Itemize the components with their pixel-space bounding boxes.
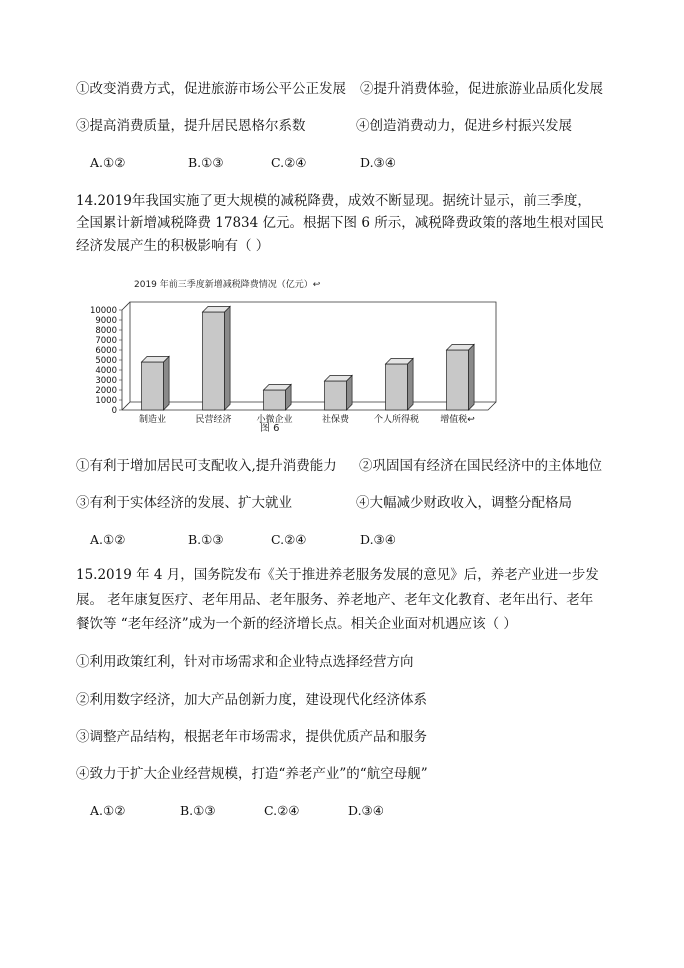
bar-side <box>468 344 474 410</box>
x-category-label: 社保费 <box>321 415 350 425</box>
y-tick-label: 10000 <box>89 306 117 316</box>
q14-choice-c: C.②④ <box>271 532 307 547</box>
x-category-label: 民营经济 <box>195 415 232 425</box>
q15-choice-c: C.②④ <box>264 803 300 818</box>
bar-front <box>203 312 225 410</box>
q14-option-2: ②巩固国有经济在国民经济中的主体地位 <box>359 458 602 474</box>
chart-back-wall <box>122 302 496 410</box>
bar-side <box>224 306 230 410</box>
x-category-label: 小微企业 <box>256 415 293 425</box>
q14-option-3: ③有利于实体经济的发展、扩大就业 <box>76 495 292 511</box>
chart-plot-area <box>90 302 496 425</box>
q15-stem-line-1: 15.2019 年 4 月，国务院发布《关于推进养老服务发展的意见》后，养老产业进一步发 <box>76 567 599 583</box>
q15-option-2: ②利用数字经济，加大产品创新力度，建设现代化经济体系 <box>76 692 427 708</box>
q15-stem-line-3: 餐饮等 “老年经济”成为一个新的经济增长点。相关企业面对机遇应该（ ） <box>76 616 517 632</box>
q14-option-1: ①有利于增加居民可支配收入,提升消费能力 <box>76 458 337 474</box>
q14-option-4: ④大幅减少财政收入，调整分配格局 <box>356 495 572 511</box>
y-tick-label: 8000 <box>95 326 117 336</box>
chart-axis-corner <box>122 302 130 310</box>
q14-stem-line-3: 经济发展产生的积极影响有（ ） <box>76 238 270 254</box>
bar-front <box>386 364 408 410</box>
q13-choice-b: B.①③ <box>188 155 224 170</box>
q14-choice-b: B.①③ <box>188 532 224 547</box>
q15-stem-line-2: 展。 老年康复医疗、老年用品、老年服务、养老地产、老年文化教育、老年出行、老年 <box>76 592 594 608</box>
q15-choice-a: A.①② <box>90 803 126 818</box>
x-category-label: 个人所得税 <box>373 415 420 425</box>
y-tick-label: 0 <box>111 406 117 416</box>
y-tick-label: 4000 <box>95 366 117 376</box>
chart-caption: 图 6 <box>260 423 280 434</box>
bar-front <box>447 350 469 410</box>
q14-stem-line-2: 全国累计新增减税降费 17834 亿元。根据下图 6 所示，减税降费政策的落地生根对国民 <box>76 215 604 231</box>
q13-option-2: ②提升消费体验，促进旅游业品质化发展 <box>360 81 603 97</box>
y-tick-label: 7000 <box>95 336 117 346</box>
q13-option-3: ③提高消费质量，提升居民恩格尔系数 <box>76 118 306 134</box>
y-tick-label: 6000 <box>95 346 117 356</box>
bar-front <box>325 381 347 410</box>
x-category-label: 制造业 <box>138 415 167 425</box>
chart-x-axis <box>122 402 496 410</box>
q15-choice-b: B.①③ <box>180 803 216 818</box>
q15-option-3: ③调整产品结构，根据老年市场需求，提供优质产品和服务 <box>76 729 427 745</box>
q13-option-4: ④创造消费动力，促进乡村振兴发展 <box>356 118 572 134</box>
q15-choice-d: D.③④ <box>348 803 384 818</box>
q15-option-4: ④致力于扩大企业经营规模，打造“养老产业”的“航空母舰” <box>76 766 428 782</box>
bar-side <box>163 356 169 410</box>
bar-front <box>264 390 286 410</box>
y-tick-label: 2000 <box>95 386 117 396</box>
bar-side <box>407 358 413 410</box>
y-tick-label: 3000 <box>95 376 117 386</box>
chart-title: 2019 年前三季度新增减税降费情况（亿元）↩ <box>134 280 321 290</box>
q15-option-1: ①利用政策红利，针对市场需求和企业特点选择经营方向 <box>76 654 414 670</box>
x-category-label: 增值税↩ <box>440 415 475 425</box>
q13-choice-c: C.②④ <box>271 155 307 170</box>
y-tick-label: 5000 <box>95 356 117 366</box>
bar-front <box>142 362 164 410</box>
tax-cut-bar-chart <box>64 276 504 438</box>
y-tick-label: 1000 <box>95 396 117 406</box>
q13-choice-a: A.①② <box>90 155 126 170</box>
q14-choice-a: A.①② <box>90 532 126 547</box>
q13-choice-d: D.③④ <box>360 155 396 170</box>
y-tick-label: 9000 <box>95 316 117 326</box>
q13-option-1: ①改变消费方式，促进旅游市场公平公正发展 <box>76 81 346 97</box>
q14-choice-d: D.③④ <box>360 532 396 547</box>
q14-stem-line-1: 14.2019年我国实施了更大规模的减税降费，成效不断显现。据统计显示，前三季度， <box>76 193 591 209</box>
